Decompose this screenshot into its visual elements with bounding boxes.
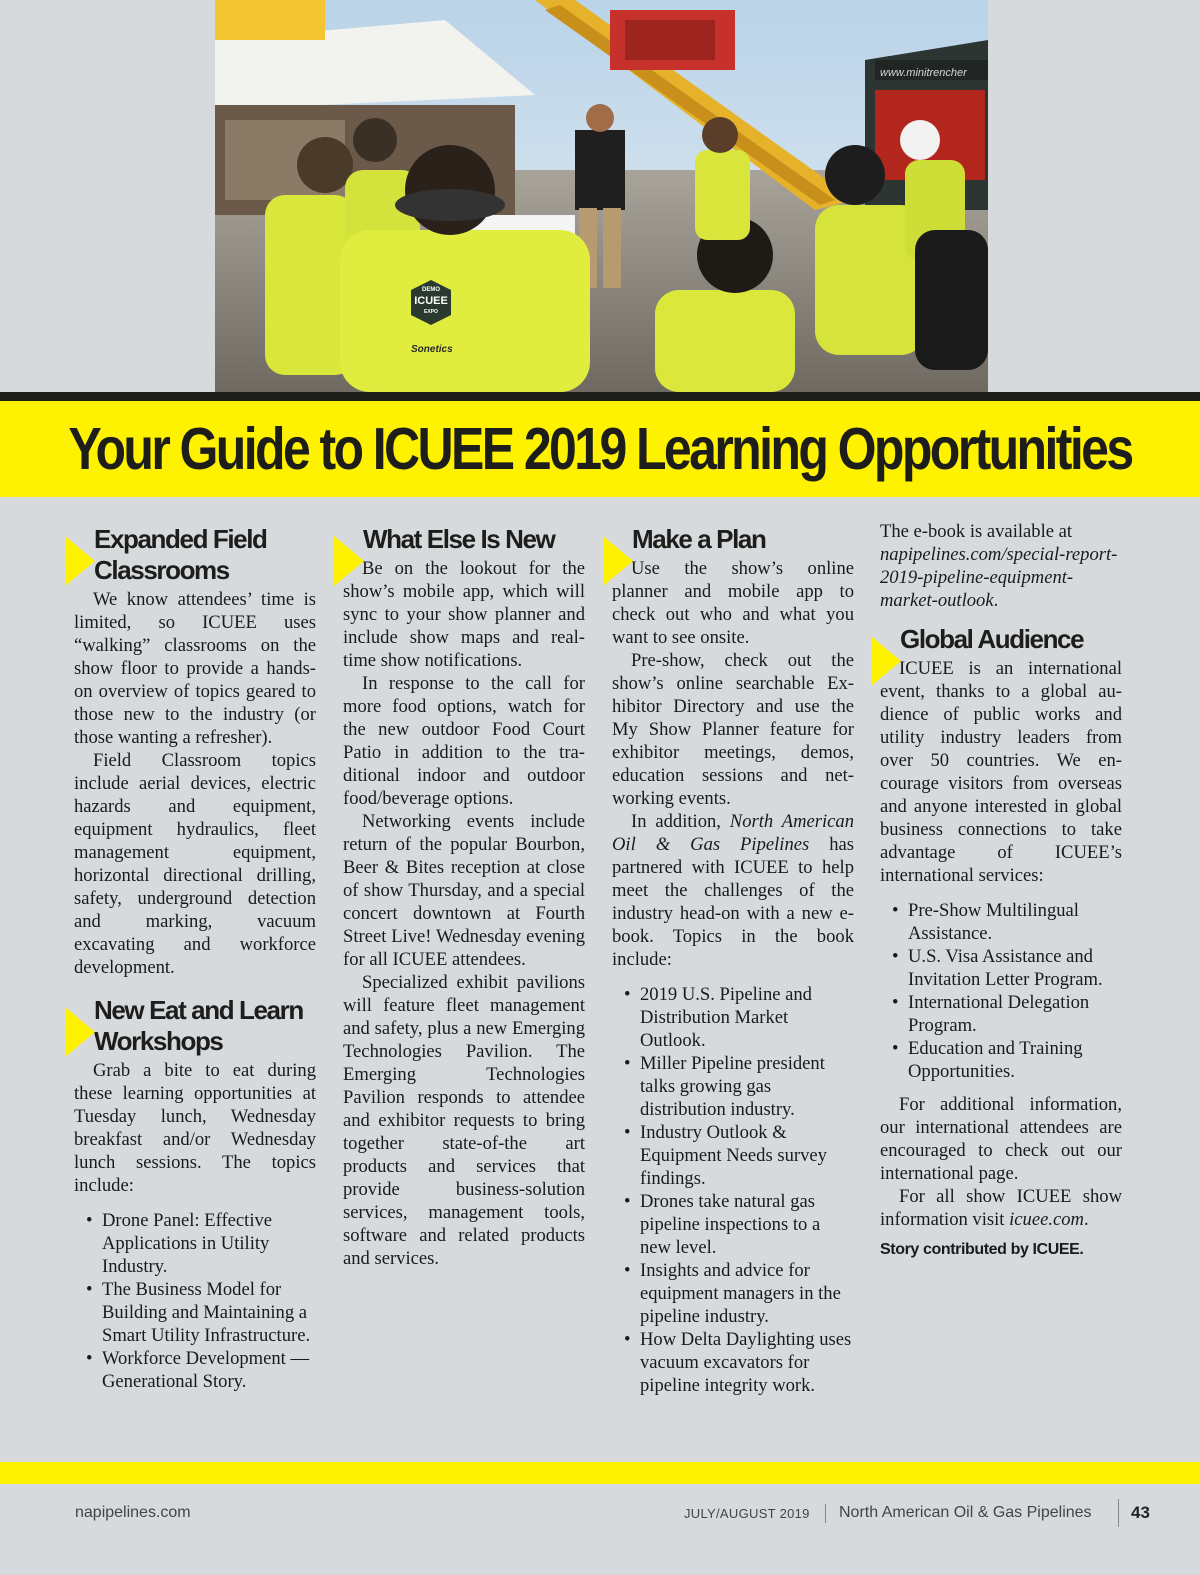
paragraph: For additional information, our international attendees are encouraged to check out our international page. bbox=[880, 1094, 1122, 1184]
yellow-triangle-icon bbox=[603, 536, 633, 586]
title-band bbox=[0, 401, 1200, 497]
paragraph: Be on the lookout for the show’s mobile app, which will sync to your show planner and include show maps and real-time show notifications. bbox=[343, 558, 585, 671]
heading-make-a-plan: Make a Plan bbox=[632, 524, 766, 554]
yellow-triangle-icon bbox=[65, 536, 95, 586]
list-item: • The Business Model for Building and Maintaining a Smart Utility Infrastructure. bbox=[86, 1278, 316, 1347]
list-item: • Industry Outlook & Equipment Needs survey findings. bbox=[624, 1121, 854, 1190]
vest-logo-mid: ICUEE bbox=[414, 295, 448, 307]
paragraph: In response to the call for more food options, watch for the new outdoor Food Court Patio in addition to the traditional indoor and outdoor food/beverage options. bbox=[343, 673, 585, 809]
section-heading bbox=[343, 524, 585, 555]
text: . bbox=[1083, 1209, 1089, 1230]
footer-divider bbox=[825, 1504, 826, 1523]
title-band-rule bbox=[0, 392, 1200, 401]
yellow-triangle-icon bbox=[871, 636, 901, 686]
list-item: • Miller Pipeline president talks growing gas distribution industry. bbox=[624, 1052, 854, 1121]
list-item: • Workforce Development — Generational Story. bbox=[86, 1347, 316, 1393]
paragraph: Specialized exhibit pavilions will feature fleet management and safety, plus a new Emerging Technologies Pavilion. The Emerging Technologies Pavilion responds to attendee and exhibitor requests to bring together state-of-the art products and services that provide business-solution services, management tools, software and related products and services. bbox=[343, 972, 585, 1269]
list-item: • Pre-Show Multilingual Assistance. bbox=[892, 899, 1122, 945]
story-credit: Story contributed by ICUEE. bbox=[880, 1241, 1084, 1258]
heading-what-else-is-new: What Else Is New bbox=[363, 524, 555, 554]
paragraph bbox=[880, 1185, 1122, 1231]
paragraph bbox=[880, 520, 1122, 612]
heading-expanded-field-classrooms: Expanded Field Classrooms bbox=[94, 524, 267, 585]
vest-logo-top: DEMO bbox=[422, 287, 440, 293]
ebook-topic-list bbox=[612, 983, 854, 1397]
paragraph: Use the show’s online planner and mobile app to check out who and what you want to see onsite. bbox=[612, 558, 854, 648]
list-item: • 2019 U.S. Pipeline and Distribution Market Outlook. bbox=[624, 983, 854, 1052]
paragraph: Pre-show, check out the show’s online searchable Exhibitor Directory and use the My Show Planner feature for exhibitor meetings, demos, education sessions and networking events. bbox=[612, 650, 854, 809]
list-item: • Drones take natural gas pipeline inspections to a new level. bbox=[624, 1190, 854, 1259]
event-photo-illustration bbox=[215, 0, 988, 392]
paragraph: Grab a bite to eat during these learning opportunities at Tuesday lunch, Wednesday breakfast and/or Wednesday lunch sessions. The topics include: bbox=[74, 1060, 316, 1196]
list-item: • Insights and advice for equipment managers in the pipeline industry. bbox=[624, 1259, 854, 1328]
list-item: • International Delegation Program. bbox=[892, 991, 1122, 1037]
yellow-triangle-icon bbox=[334, 536, 364, 586]
footer-publication: North American Oil & Gas Pipelines bbox=[839, 1504, 1092, 1521]
section-heading bbox=[74, 524, 316, 586]
heading-global-audience: Global Audience bbox=[900, 624, 1084, 654]
paragraph: ICUEE is an international event, thanks to a global audience of public works and utility industry leaders from over 50 countries. We encourage visitors from overseas and anyone interested in global business connections to take advantage of ICUEE’s international services: bbox=[880, 658, 1122, 886]
yellow-triangle-icon bbox=[65, 1007, 95, 1057]
section-heading bbox=[880, 624, 1122, 655]
footer-site[interactable]: napipelines.com bbox=[75, 1504, 191, 1521]
column-4 bbox=[880, 520, 1122, 1259]
column-3 bbox=[612, 520, 854, 1407]
international-services-list bbox=[880, 899, 1122, 1083]
list-item: • U.S. Visa Assistance and Invitation Letter Program. bbox=[892, 945, 1122, 991]
list-item: • How Delta Daylighting uses vacuum excavators for pipeline integrity work. bbox=[624, 1328, 854, 1397]
page-footer bbox=[0, 1497, 1200, 1537]
paragraph: Field Classroom topics include aerial devices, electric hazards and equipment, equipment hydraulics, fleet management equipment, horizontal directional drilling, safety, underground detection and marking, vacuum excavating and workforce development. bbox=[74, 750, 316, 978]
text: The e-book is available at bbox=[880, 521, 1073, 542]
section-heading bbox=[74, 995, 316, 1057]
footer-divider bbox=[1118, 1499, 1119, 1527]
icuee-link[interactable]: icuee.com bbox=[1009, 1209, 1084, 1230]
paragraph: Networking events include return of the popular Bourbon, Beer & Bites reception at close of show Thursday, and a special concert downtown at Fourth Street Live! Wednesday evening for all ICUEE attendees. bbox=[343, 811, 585, 970]
column-1 bbox=[74, 520, 316, 1403]
footer-issue: JULY/AUGUST 2019 bbox=[684, 1506, 810, 1521]
vest-logo-bot: EXPO bbox=[424, 309, 438, 315]
footer-band bbox=[0, 1462, 1200, 1484]
list-item: • Drone Panel: Effective Applications in Utility Industry. bbox=[86, 1209, 316, 1278]
list-item: • Education and Training Opportunities. bbox=[892, 1037, 1122, 1083]
text: In addition, bbox=[631, 811, 730, 832]
ebook-link[interactable]: napipelines.com/special-report-2019-pipeline-equipment-market-outlook bbox=[880, 544, 1118, 611]
section-heading bbox=[612, 524, 854, 555]
heading-eat-and-learn: New Eat and Learn Workshops bbox=[94, 995, 303, 1056]
page-title: Your Guide to ICUEE 2019 Learning Opportunities bbox=[68, 415, 1132, 483]
publication-name: North American Oil & Gas Pipelines bbox=[612, 811, 855, 855]
text: . bbox=[993, 590, 999, 611]
page-number: 43 bbox=[1131, 1503, 1150, 1522]
paragraph: We know attendees’ time is limited, so ICUEE uses “walking” classrooms on the show floor to provide a hands-on overview of topics geared to those new to the industry (or those wanting a refresher). bbox=[74, 589, 316, 748]
event-photo bbox=[215, 0, 988, 392]
topic-list bbox=[74, 1209, 316, 1393]
text: For all show ICUEE show information visit bbox=[880, 1186, 1122, 1230]
column-2 bbox=[343, 520, 585, 1270]
vest-brand-text: Sonetics bbox=[411, 344, 453, 355]
text: has partnered with ICUEE to help meet the challenges of the industry head-on with a new e-book. Topics in the book include: bbox=[612, 834, 854, 970]
banner-url-text: www.minitrencher bbox=[880, 67, 967, 79]
paragraph bbox=[612, 810, 854, 971]
